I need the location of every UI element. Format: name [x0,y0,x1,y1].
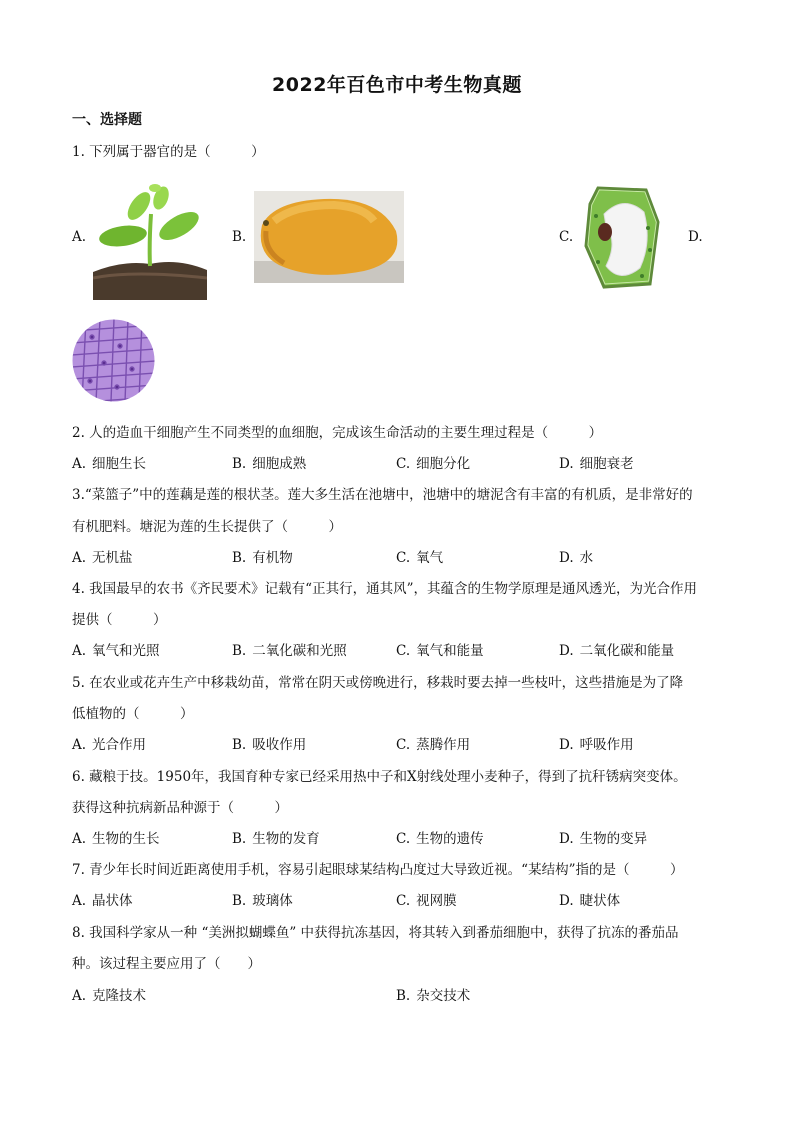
q1-stem: 1. 下列属于器官的是（ ） [72,144,265,160]
q4-stem-line2: 提供（ ） [72,612,167,628]
q1-label-b: B. [232,229,247,245]
q4-stem-line1: 4. 我国最早的农书《齐民要术》记载有“正其行，通其风”，其蕴含的生物学原理是通风透光，为光合作用 [72,581,697,597]
q8-stem-line2: 种。该过程主要应用了（ ） [72,956,261,972]
q8-option-b: B. 杂交技术 [396,988,471,1004]
q6-option-a: A. 生物的生长 [72,831,160,847]
q7-option-c: C. 视网膜 [396,893,457,909]
q7-stem: 7. 青少年长时间近距离使用手机，容易引起眼球某结构凸度过大导致近视。“某结构”指的是（ ） [72,862,684,878]
q6-option-b: B. 生物的发育 [232,831,320,847]
q4-option-b: B. 二氧化碳和光照 [232,643,347,659]
q6-stem-line1: 6. 藏粮于技。1950年，我国育种专家已经采用热中子和X射线处理小麦种子，得到了抗秆锈病突变体。 [72,769,687,785]
q3-option-b: B. 有机物 [232,550,293,566]
q1-label-a: A. [72,229,87,245]
page-title: 2022年百色市中考生物真题 [272,74,522,96]
q7-option-a: A. 晶状体 [72,893,133,909]
q1-label-c: C. [559,229,574,245]
q5-option-c: C. 蒸腾作用 [396,737,471,753]
q3-option-d: D. 水 [559,550,594,566]
q1-label-d: D. [688,229,703,245]
q3-option-a: A. 无机盐 [72,550,133,566]
q8-option-a: A. 克隆技术 [72,988,147,1004]
q3-stem-line1: 3.“菜篮子”中的莲藕是莲的根状茎。莲大多生活在池塘中，池塘中的塘泥含有丰富的有机质，是非常好的 [72,487,693,503]
q8-stem-line1: 8. 我国科学家从一种 “美洲拟蝴蝶鱼” 中获得抗冻基因，将其转入到番茄细胞中，获得了抗冻的番茄品 [72,925,679,941]
q6-stem-line2: 获得这种抗病新品种源于（ ） [72,800,288,816]
q2-option-a: A. 细胞生长 [72,456,147,472]
plant-cell-image [584,186,660,289]
q6-option-d: D. 生物的变异 [559,831,648,847]
q6-option-c: C. 生物的遗传 [396,831,484,847]
q2-option-d: D. 细胞衰老 [559,456,634,472]
q2-option-b: B. 细胞成熟 [232,456,307,472]
q7-option-b: B. 玻璃体 [232,893,293,909]
q5-stem-line2: 低植物的（ ） [72,706,194,722]
q4-option-a: A. 氧气和光照 [72,643,160,659]
q5-stem-line1: 5. 在农业或花卉生产中移栽幼苗，常常在阴天或傍晚进行，移栽时要去掉一些枝叶，这些措施是为了降 [72,675,684,691]
q4-option-c: C. 氧气和能量 [396,643,484,659]
q5-option-a: A. 光合作用 [72,737,147,753]
q3-option-c: C. 氧气 [396,550,444,566]
seedling-image [93,174,207,300]
q5-option-d: D. 呼吸作用 [559,737,634,753]
q4-option-d: D. 二氧化碳和能量 [559,643,675,659]
mango-image [254,191,404,283]
q5-option-b: B. 吸收作用 [232,737,307,753]
q2-option-c: C. 细胞分化 [396,456,471,472]
onion-epidermis-image [72,319,155,402]
q2-stem: 2. 人的造血干细胞产生不同类型的血细胞，完成该生命活动的主要生理过程是（ ） [72,425,603,441]
q7-option-d: D. 睫状体 [559,893,621,909]
q3-stem-line2: 有机肥料。塘泥为莲的生长提供了（ ） [72,519,342,535]
section-heading: 一、选择题 [72,112,142,128]
